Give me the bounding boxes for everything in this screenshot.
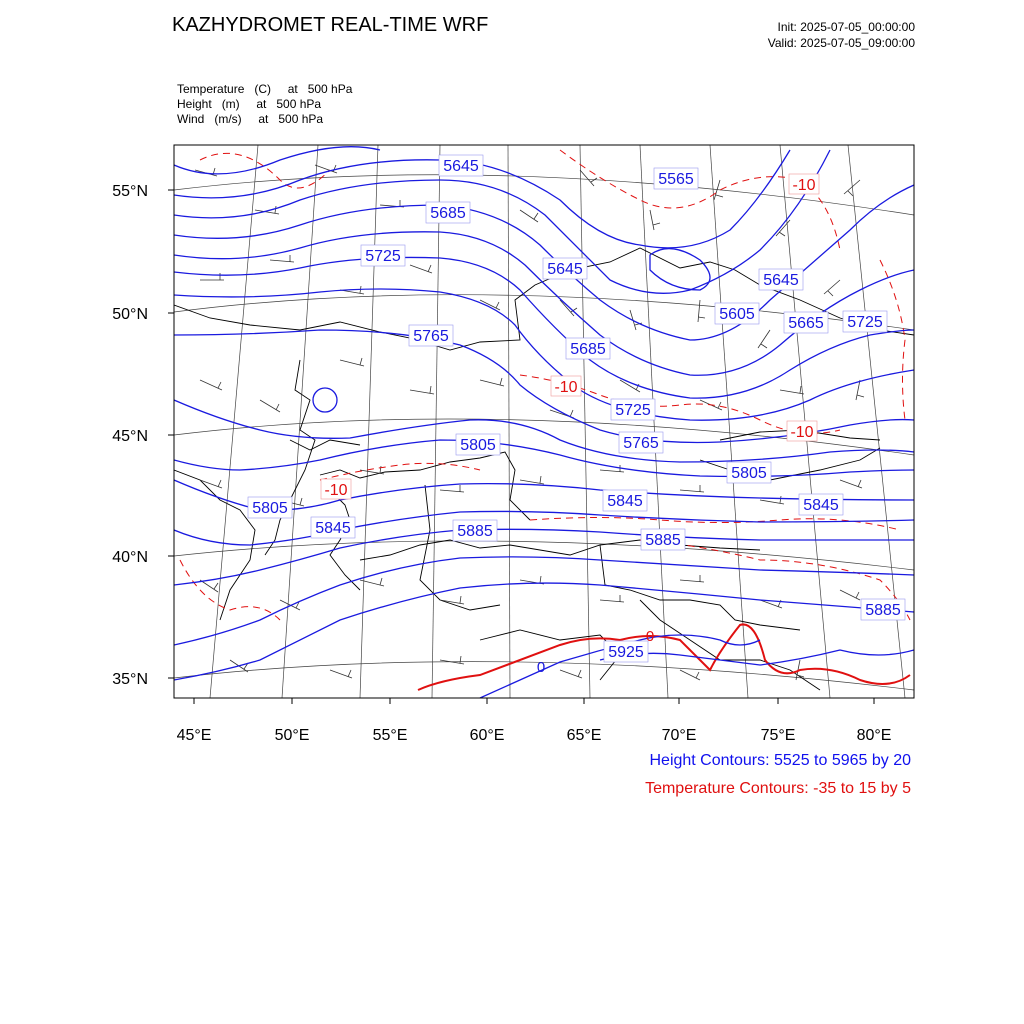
height-label: 5645	[443, 158, 479, 175]
height-label: 5645	[763, 272, 799, 289]
height-label: 5565	[658, 171, 694, 188]
lon-tick-label: 60°E	[469, 727, 505, 744]
lat-tick-label: 55°N	[112, 183, 148, 200]
height-label: 5805	[252, 500, 288, 517]
height-label: 5725	[365, 248, 401, 265]
lon-tick-label: 80°E	[856, 727, 892, 744]
variable-temperature: Temperature (C) at 500 hPa	[177, 82, 353, 96]
height-label: 5665	[788, 315, 824, 332]
height-label: 5925	[608, 644, 644, 661]
init-time: Init: 2025-07-05_00:00:00	[777, 20, 915, 34]
variable-wind: Wind (m/s) at 500 hPa	[177, 112, 324, 126]
temperature-contour-info: Temperature Contours: -35 to 15 by 5	[645, 780, 911, 797]
temperature-label: -10	[790, 424, 814, 441]
lon-tick-label: 55°E	[372, 727, 408, 744]
temperature-label: 0	[645, 628, 655, 645]
height-label: 5845	[315, 520, 351, 537]
temperature-label: -10	[554, 379, 578, 396]
valid-time: Valid: 2025-07-05_09:00:00	[767, 36, 915, 50]
temperature-label: -10	[792, 177, 816, 194]
lat-tick-label: 35°N	[112, 671, 148, 688]
height-contour-info: Height Contours: 5525 to 5965 by 20	[649, 752, 911, 769]
height-label: 5885	[865, 602, 901, 619]
page-title: KAZHYDROMET REAL-TIME WRF	[172, 14, 489, 36]
height-label: 5605	[719, 306, 755, 323]
lat-tick-label: 40°N	[112, 549, 148, 566]
variable-height: Height (m) at 500 hPa	[177, 97, 322, 111]
height-label: 5725	[615, 402, 651, 419]
height-label: 5885	[457, 523, 493, 540]
height-label: 5725	[847, 314, 883, 331]
height-label: 5805	[460, 437, 496, 454]
height-label: 5885	[645, 532, 681, 549]
temperature-label: -10	[324, 482, 348, 499]
height-label: 5765	[623, 435, 659, 452]
lon-tick-label: 45°E	[176, 727, 212, 744]
lat-tick-label: 50°N	[112, 306, 148, 323]
height-label: 5845	[607, 493, 643, 510]
lon-tick-label: 65°E	[566, 727, 602, 744]
lat-tick-label: 45°N	[112, 428, 148, 445]
height-label: 5845	[803, 497, 839, 514]
lon-tick-label: 50°E	[274, 727, 310, 744]
height-label: 5805	[731, 465, 767, 482]
height-label: 5645	[547, 261, 583, 278]
height-label: 5765	[413, 328, 449, 345]
lon-tick-label: 70°E	[661, 727, 697, 744]
lon-tick-label: 75°E	[760, 727, 796, 744]
height-label: 5685	[570, 341, 606, 358]
temperature-label: 0	[536, 659, 546, 676]
height-label: 5685	[430, 205, 466, 222]
